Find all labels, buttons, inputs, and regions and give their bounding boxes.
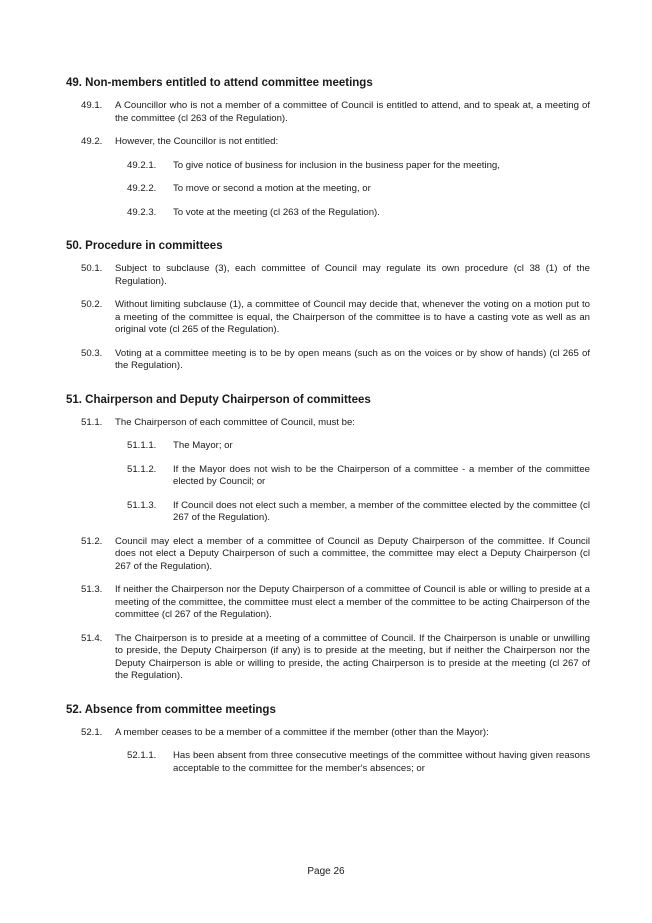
- clause: [66, 584, 590, 622]
- clause: [66, 727, 590, 740]
- subclause-number: 51.1.2.: [127, 463, 157, 475]
- clause: [66, 348, 590, 373]
- subclause-number: 49.2.1.: [127, 159, 157, 171]
- section: [66, 76, 590, 219]
- clause: [66, 263, 590, 288]
- clause: [66, 417, 590, 430]
- clause: [66, 100, 590, 125]
- subclause: [66, 207, 590, 220]
- section-heading: 51. Chairperson and Deputy Chairperson of committees: [66, 393, 371, 406]
- section: [66, 393, 590, 683]
- document-body: [66, 76, 590, 795]
- section-heading: 50. Procedure in committees: [66, 240, 223, 252]
- subclause-text: To give notice of business for inclusion in the business paper for the meeting,: [173, 159, 500, 171]
- clause-number: 50.1.: [81, 263, 103, 274]
- clause-number: 49.1.: [81, 100, 103, 111]
- clause: [66, 633, 590, 683]
- subclause-number: 51.1.3.: [127, 499, 157, 511]
- clause-number: 51.1.: [81, 416, 103, 428]
- subclause: [66, 183, 590, 196]
- subclause: [66, 464, 590, 489]
- subclause-text: To move or second a motion at the meeting, or: [173, 183, 371, 194]
- clause-number: 52.1.: [81, 726, 103, 738]
- subclause-text: Has been absent from three consecutive meetings of the committee without having given reasons acceptable to the committee for the member's absences; or: [173, 750, 590, 774]
- clause-text: Without limiting subclause (1), a committee of Council may decide that, whenever the voting on a motion put to a meeting of the committee is equal, the Chairperson of the committee is to have a casting vote as well as an original vote (cl 265 of the Regulation).: [115, 299, 590, 335]
- subclause-text: The Mayor; or: [173, 440, 233, 451]
- clause-text: Voting at a committee meeting is to be by open means (such as on the voices or by show of hands) (cl 265 of the Regulation).: [115, 347, 590, 371]
- section-heading: 49. Non-members entitled to attend committee meetings: [66, 77, 373, 89]
- subclause-text: If the Mayor does not wish to be the Chairperson of a committee - a member of the committee elected by Council; or: [173, 463, 590, 487]
- subclause-text: If Council does not elect such a member, a member of the committee elected by the committee (cl 267 of the Regulation).: [173, 499, 590, 523]
- subclause: [66, 160, 590, 173]
- subclause: [66, 500, 590, 525]
- subclause-number: 49.2.3.: [127, 206, 157, 218]
- subclause-text: To vote at the meeting (cl 263 of the Regulation).: [173, 206, 380, 218]
- clause-text: Council may elect a member of a committee of Council as Deputy Chairperson of the committee. If Council does not elect a Deputy Chairperson of such a committee, the committee may elect a Deputy Chairperson (cl 267 of the Regulation).: [115, 535, 590, 572]
- clause-number: 50.3.: [81, 347, 103, 359]
- clause-number: 50.2.: [81, 299, 103, 310]
- subclause-number: 51.1.1.: [127, 440, 157, 451]
- clause-number: 51.3.: [81, 584, 103, 595]
- subclause: [66, 750, 590, 775]
- clause: [66, 299, 590, 337]
- clause-text: Subject to subclause (3), each committee of Council may regulate its own procedure (cl 38 (1) of the Regulation).: [115, 263, 590, 287]
- page-number: Page 26: [307, 866, 345, 877]
- clause-number: 51.2.: [81, 535, 103, 547]
- subclause: [66, 440, 590, 453]
- clause-text: The Chairperson of each committee of Council, must be:: [115, 416, 355, 428]
- section: [66, 703, 590, 776]
- clause-text: However, the Councillor is not entitled:: [115, 136, 279, 147]
- clause-text: If neither the Chairperson nor the Deputy Chairperson of a committee of Council is able or willing to preside at a meeting of the committee, the committee must elect a member of the committee to be acting Chairperson of the committee (cl 267 of the Regulation).: [115, 584, 590, 620]
- subclause-number: 52.1.1.: [127, 750, 157, 761]
- section-heading: 52. Absence from committee meetings: [66, 703, 276, 716]
- clause-number: 49.2.: [81, 136, 103, 147]
- clause: [66, 136, 590, 149]
- clause: [66, 536, 590, 574]
- clause-text: The Chairperson is to preside at a meeting of a committee of Council. If the Chairperson is unable or unwilling to preside, the Deputy Chairperson (if any) is to preside at the meeting, but if neither the Chairperson nor the Deputy Chairperson is able or willing to preside, the acting Chairperson is to preside at the meeting (cl 267 of the Regulation).: [115, 632, 590, 681]
- subclause-number: 49.2.2.: [127, 183, 157, 194]
- clause-number: 51.4.: [81, 632, 103, 644]
- clause-text: A Councillor who is not a member of a committee of Council is entitled to attend, and to speak at, a meeting of the committee (cl 263 of the Regulation).: [115, 100, 590, 124]
- section: [66, 239, 590, 373]
- clause-text: A member ceases to be a member of a committee if the member (other than the Mayor):: [115, 726, 489, 738]
